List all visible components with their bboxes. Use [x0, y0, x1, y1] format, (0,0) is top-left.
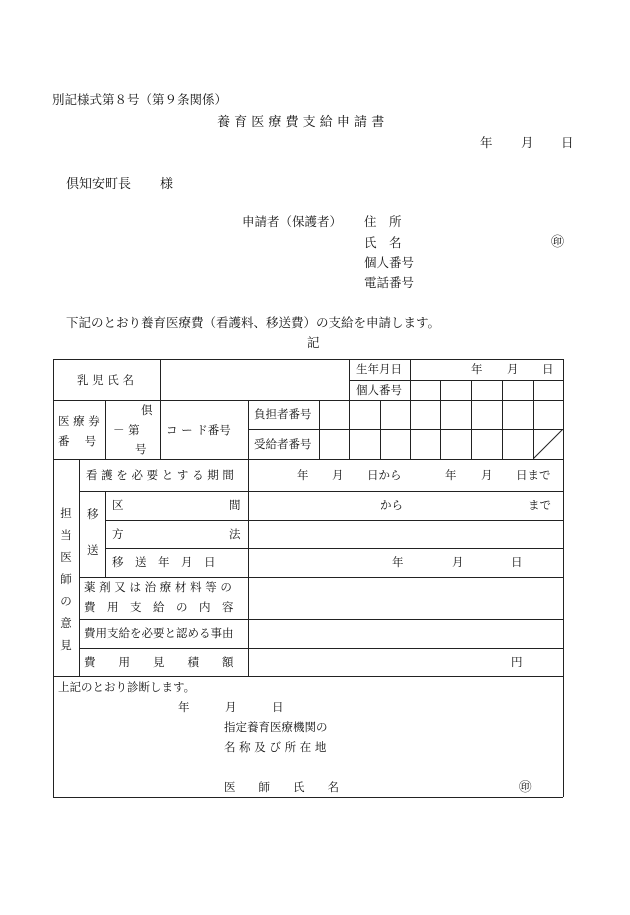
footer-date-month: 月	[225, 700, 237, 714]
applicant-seal: ㊞	[551, 235, 565, 250]
header-date-day: 日	[561, 135, 574, 150]
ticket-suffix: 号	[135, 442, 147, 456]
birth-date-label: 生年月日	[356, 362, 402, 376]
footer-date-year: 年	[178, 700, 190, 714]
method-label-right: 法	[229, 527, 241, 541]
doctor-opinion-label: 担 当 医 師 の 意 見	[60, 506, 72, 652]
document-title: 養 育 医 療 費 支 給 申 請 書	[217, 115, 385, 130]
birth-date-month: 月	[507, 362, 519, 376]
applicant-label: 申請者（保護者）	[242, 214, 343, 229]
transport-label-1: 移	[87, 507, 99, 521]
institution-label-2: 名 称 及 び 所 在 地	[224, 740, 327, 754]
nursing-to-year: 年	[445, 468, 457, 482]
ticket-label-line1: 医 療 券	[58, 414, 100, 428]
intro-text: 下記のとおり養育医療費（看護料、移送費）の支給を申請します。	[66, 315, 441, 330]
payer-number-label: 負担者番号	[254, 407, 312, 421]
transport-date-month: 月	[452, 555, 464, 569]
diagonal-slash	[533, 429, 563, 459]
doctor-name-label: 医 師 氏 名	[224, 780, 339, 794]
diagnosis-text: 上記のとおり診断します。	[58, 680, 196, 694]
cost-estimate-label: 費 用 見 積 額	[84, 655, 234, 669]
birth-date-day: 日	[542, 362, 554, 376]
footer-date-day: 日	[272, 700, 284, 714]
cost-unit: 円	[511, 655, 523, 669]
drug-cost-label-2: 費 用 支 給 の 内 容	[84, 600, 234, 614]
cost-reason-label: 費用支給を必要と認める事由	[84, 626, 234, 640]
applicant-phone-label: 電話番号	[364, 275, 415, 290]
section-label-right: 間	[229, 498, 241, 512]
ticket-label-line2: 番 号	[58, 434, 97, 448]
ticket-prefix: 倶	[141, 403, 153, 417]
header-date-year: 年	[480, 135, 493, 150]
institution-label-1: 指定養育医療機関の	[224, 720, 328, 734]
section-label-left: 区	[112, 498, 124, 512]
ticket-number-label: － 第	[113, 423, 140, 437]
nursing-from-month: 月	[332, 468, 344, 482]
infant-personal-number-label: 個人番号	[356, 383, 402, 397]
applicant-name-label: 氏 名	[364, 235, 402, 250]
addressee-name: 倶知安町長	[66, 177, 132, 192]
ki-marker: 記	[307, 335, 320, 350]
infant-name-label: 乳 児 氏 名	[77, 373, 134, 387]
code-number-label: コ ー ド番号	[166, 423, 231, 437]
transport-date-label: 移 送 年 月 日	[112, 555, 216, 569]
nursing-from-day: 日から	[367, 468, 402, 482]
nursing-from-year: 年	[297, 468, 309, 482]
form-number: 別記様式第８号（第９条関係）	[52, 92, 228, 107]
drug-cost-label-1: 薬 剤 又 は 治 療 材 料 等 の	[84, 580, 232, 594]
nursing-to-day: 日まで	[516, 468, 551, 482]
nursing-period-label: 看 護 を 必 要 と す る 期 間	[86, 468, 234, 482]
section-to: まで	[528, 498, 551, 512]
applicant-personal-number-label: 個人番号	[364, 255, 415, 270]
transport-date-day: 日	[511, 555, 523, 569]
birth-date-year: 年	[471, 362, 483, 376]
header-date-month: 月	[521, 135, 534, 150]
doctor-seal: ㊞	[519, 779, 532, 794]
nursing-to-month: 月	[481, 468, 493, 482]
applicant-address-label: 住 所	[364, 214, 402, 229]
transport-label-2: 送	[87, 543, 99, 557]
section-from: から	[380, 498, 403, 512]
recipient-number-label: 受給者番号	[254, 437, 312, 451]
method-label-left: 方	[112, 527, 124, 541]
transport-date-year: 年	[392, 555, 404, 569]
addressee-honorific: 様	[160, 177, 174, 192]
